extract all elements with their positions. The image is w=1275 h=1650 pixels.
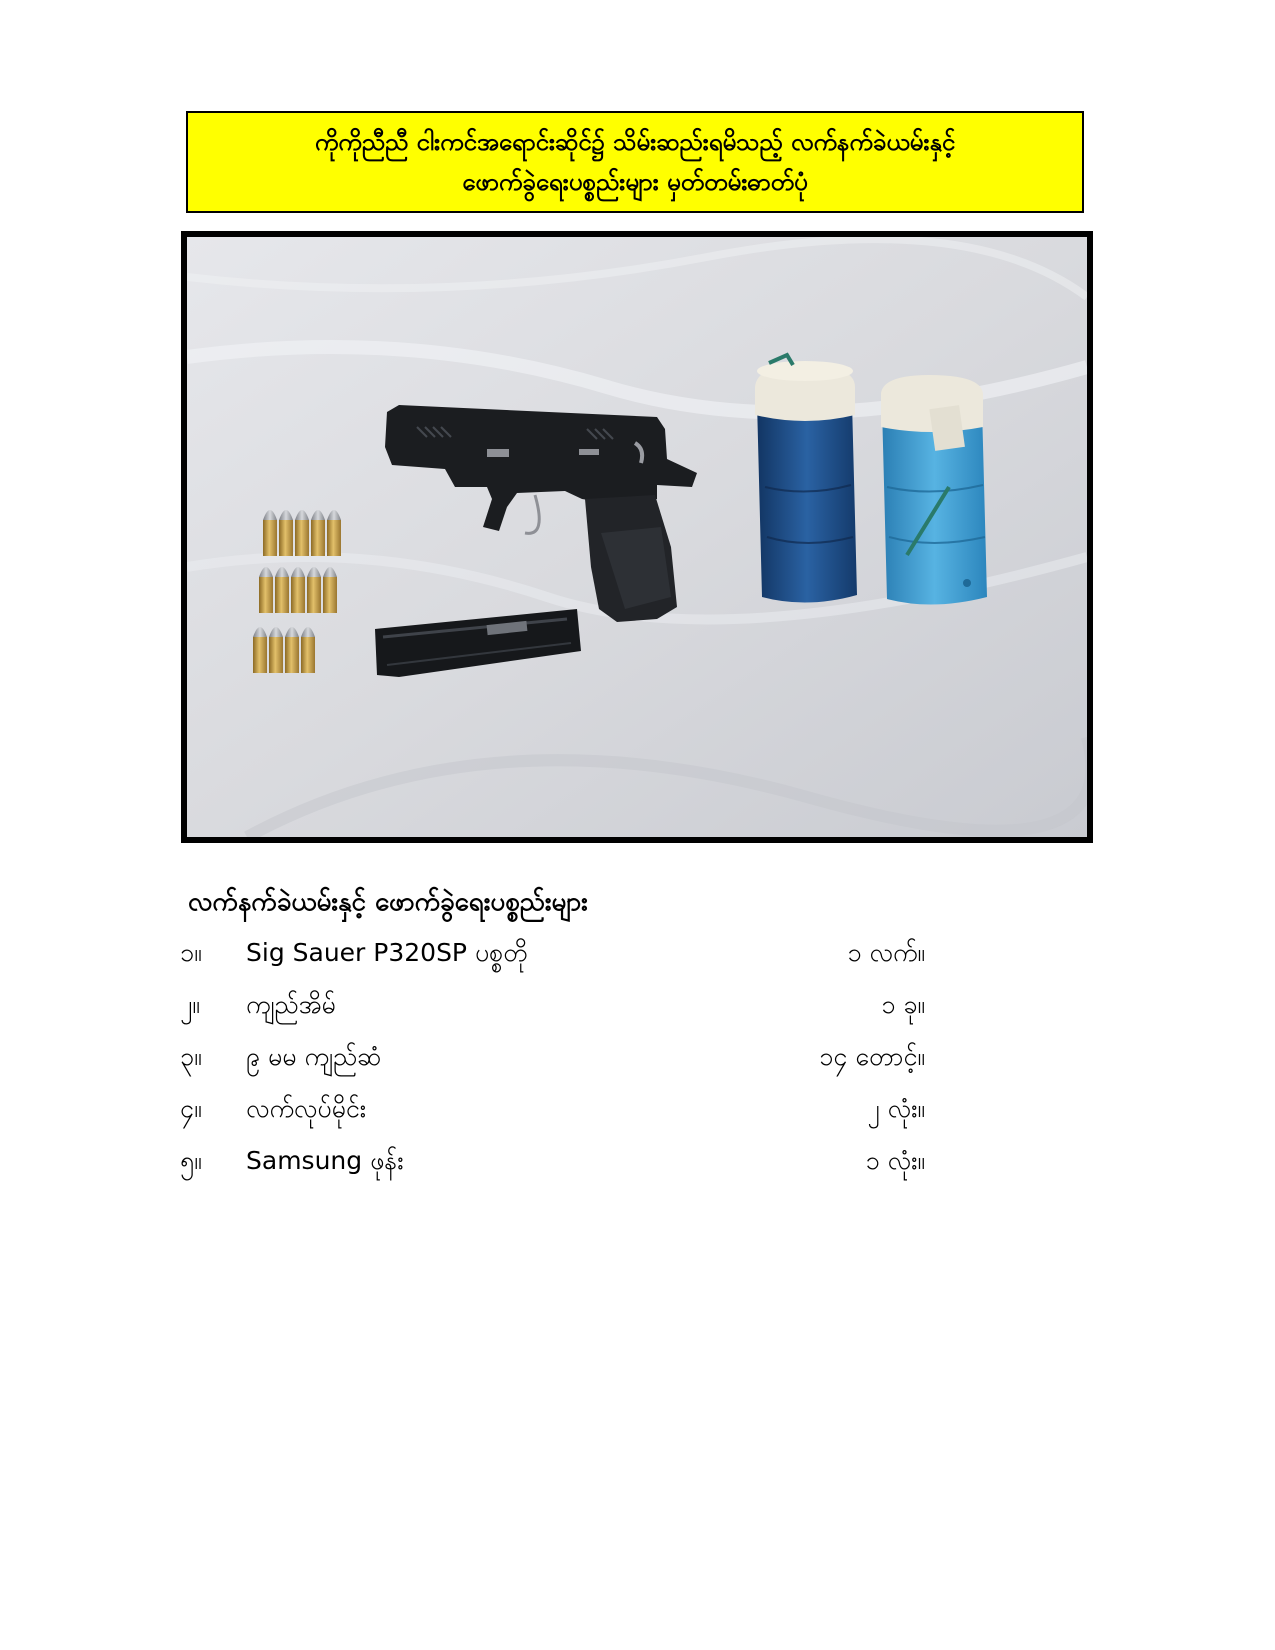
title-banner [186,111,1084,213]
item-quantity: ၁ ခု။ [881,990,925,1019]
item-name: လက်လုပ်မိုင်း [246,1094,367,1123]
list-item [180,979,925,1031]
item-number: ၅။ [180,1146,202,1175]
items-heading: လက်နက်ခဲယမ်းနှင့် ဖောက်ခွဲရေးပစ္စည်းများ [188,887,588,917]
item-name: Sig Sauer P320SP ပစ္စတို [246,938,528,967]
item-quantity: ၂ လုံး။ [867,1094,925,1123]
item-quantity: ၁ လက်။ [847,938,925,967]
item-number: ၂။ [180,990,200,1019]
evidence-photo-drawing [187,237,1087,837]
item-quantity: ၁ လုံး။ [865,1146,925,1175]
item-name: ကျည်အိမ် [246,990,336,1019]
list-item [180,1135,925,1187]
item-name: Samsung ဖုန်း [246,1146,404,1175]
list-item [180,1083,925,1135]
evidence-photo [181,231,1093,843]
explosive-canister-icon [755,355,857,603]
title-line-2: ဖောက်ခွဲရေးပစ္စည်းများ မှတ်တမ်းဓာတ်ပုံ [462,168,808,196]
item-number: ၄။ [180,1094,202,1123]
cartridge-row-2 [259,567,337,613]
list-item [180,1031,925,1083]
title-line-1: ကိုကိုညီညီ ငါးကင်အရောင်းဆိုင်၌ သိမ်းဆည်းရမိသည့် လက်နက်ခဲယမ်းနှင့် [314,128,956,156]
item-number: ၃။ [180,1042,202,1071]
item-name: ၉ မမ ကျည်ဆံ [246,1042,382,1071]
cartridge-row-1 [263,510,341,556]
item-number: ၁။ [180,938,202,967]
explosive-canister-icon [881,375,987,605]
items-list [180,927,925,1187]
list-item [180,927,925,979]
item-quantity: ၁၄ တောင့်။ [819,1042,925,1071]
